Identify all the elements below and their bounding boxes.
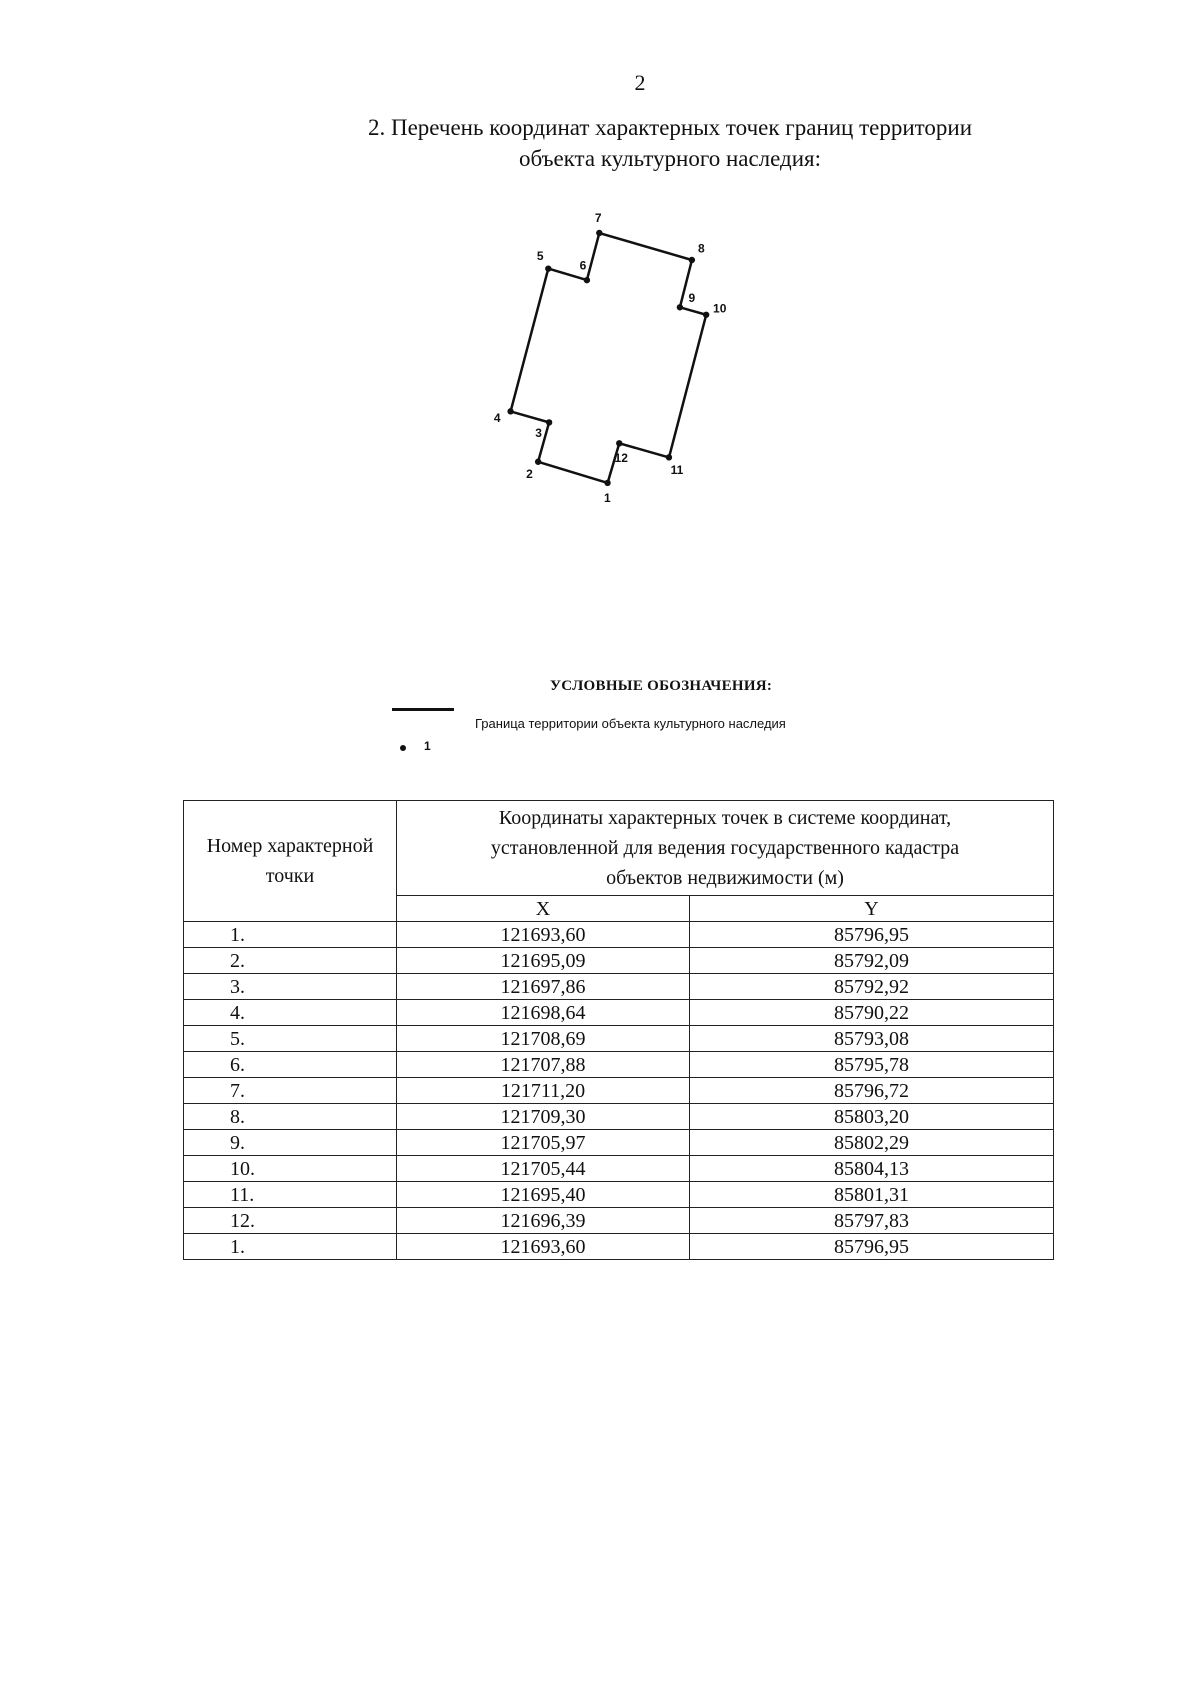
boundary-point-label: 5 — [536, 249, 544, 264]
y-coordinate-cell: 85793,08 — [690, 1026, 1054, 1052]
header-coordinates-line-3: объектов недвижимости (м) — [606, 867, 844, 889]
legend-boundary-line-symbol — [392, 708, 454, 711]
section-heading — [330, 112, 1010, 174]
table-row — [184, 1078, 1054, 1104]
coordinates-table — [183, 800, 1054, 1260]
point-number-cell: 1. — [184, 1234, 397, 1260]
y-coordinate-cell: 85796,95 — [690, 1234, 1054, 1260]
boundary-point-label: 11 — [670, 463, 684, 478]
boundary-point-marker — [596, 230, 602, 236]
point-number-cell: 11. — [184, 1182, 397, 1208]
table-row — [184, 1052, 1054, 1078]
header-y: Y — [690, 896, 1054, 922]
header-x: X — [397, 896, 690, 922]
point-number-cell: 7. — [184, 1078, 397, 1104]
x-coordinate-cell: 121709,30 — [397, 1104, 690, 1130]
x-coordinate-cell: 121695,09 — [397, 948, 690, 974]
point-number-cell: 5. — [184, 1026, 397, 1052]
heading-line-1: 2. Перечень координат характерных точек границ территории — [367, 115, 973, 140]
table-row — [184, 1156, 1054, 1182]
page-number: 2 — [634, 70, 646, 95]
boundary-point-marker — [545, 265, 551, 271]
legend-point-number: 1 — [424, 739, 431, 753]
boundary-point-marker — [546, 419, 552, 425]
table-row — [184, 1182, 1054, 1208]
y-coordinate-cell: 85790,22 — [690, 1000, 1054, 1026]
y-coordinate-cell: 85797,83 — [690, 1208, 1054, 1234]
y-coordinate-cell: 85792,92 — [690, 974, 1054, 1000]
boundary-point-marker — [703, 312, 709, 318]
boundary-plan-diagram — [480, 205, 820, 595]
y-coordinate-cell: 85796,72 — [690, 1078, 1054, 1104]
table-row — [184, 1208, 1054, 1234]
x-coordinate-cell: 121697,86 — [397, 974, 690, 1000]
territory-boundary-polygon — [511, 233, 707, 483]
boundary-point-label: 4 — [493, 411, 501, 426]
y-coordinate-cell: 85804,13 — [690, 1156, 1054, 1182]
point-number-cell: 8. — [184, 1104, 397, 1130]
table-row — [184, 1234, 1054, 1260]
y-coordinate-cell: 85803,20 — [690, 1104, 1054, 1130]
point-number-cell: 6. — [184, 1052, 397, 1078]
boundary-point-marker — [507, 408, 513, 414]
boundary-point-label: 6 — [579, 258, 587, 273]
table-row — [184, 1026, 1054, 1052]
boundary-point-marker — [666, 454, 672, 460]
boundary-point-label: 1 — [604, 490, 611, 505]
table-row — [184, 922, 1054, 948]
table-row — [184, 1000, 1054, 1026]
y-coordinate-cell: 85795,78 — [690, 1052, 1054, 1078]
header-point-number: Номер характерной точки — [184, 801, 397, 922]
header-coordinates-line-1: Координаты характерных точек в системе координат, — [498, 807, 952, 829]
point-number-cell: 4. — [184, 1000, 397, 1026]
legend-title: УСЛОВНЫЕ ОБОЗНАЧЕНИЯ: — [550, 678, 773, 694]
heading-line-2: объекта культурного наследия: — [518, 146, 822, 171]
legend-boundary-label: Граница территории объекта культурного наследия — [475, 716, 786, 731]
x-coordinate-cell: 121693,60 — [397, 1234, 690, 1260]
boundary-point-label: 2 — [526, 467, 533, 481]
header-coordinates — [397, 801, 1054, 896]
x-coordinate-cell: 121707,88 — [397, 1052, 690, 1078]
boundary-point-marker — [535, 459, 541, 465]
point-number-cell: 10. — [184, 1156, 397, 1182]
legend-point-symbol — [400, 745, 406, 751]
table-row — [184, 974, 1054, 1000]
boundary-point-marker — [677, 304, 683, 310]
point-number-cell: 1. — [184, 922, 397, 948]
boundary-point-label: 10 — [713, 301, 727, 316]
x-coordinate-cell: 121693,60 — [397, 922, 690, 948]
y-coordinate-cell: 85801,31 — [690, 1182, 1054, 1208]
boundary-point-label: 9 — [688, 291, 696, 306]
y-coordinate-cell: 85792,09 — [690, 948, 1054, 974]
x-coordinate-cell: 121696,39 — [397, 1208, 690, 1234]
table-header-row — [184, 801, 1054, 896]
table-row — [184, 948, 1054, 974]
boundary-point-label: 8 — [697, 241, 705, 256]
x-coordinate-cell: 121705,44 — [397, 1156, 690, 1182]
x-coordinate-cell: 121711,20 — [397, 1078, 690, 1104]
boundary-point-marker — [689, 257, 695, 263]
point-number-cell: 2. — [184, 948, 397, 974]
boundary-point-marker — [584, 277, 590, 283]
boundary-point-label: 7 — [594, 211, 602, 225]
boundary-point-marker — [616, 440, 622, 446]
y-coordinate-cell: 85802,29 — [690, 1130, 1054, 1156]
boundary-point-marker — [604, 480, 610, 486]
boundary-point-label: 3 — [535, 426, 542, 441]
header-coordinates-line-2: установленной для ведения государственного кадастра — [490, 837, 960, 859]
y-coordinate-cell: 85796,95 — [690, 922, 1054, 948]
point-number-cell: 9. — [184, 1130, 397, 1156]
point-number-cell: 3. — [184, 974, 397, 1000]
table-row — [184, 1130, 1054, 1156]
boundary-point-label: 12 — [614, 451, 628, 466]
x-coordinate-cell: 121705,97 — [397, 1130, 690, 1156]
x-coordinate-cell: 121698,64 — [397, 1000, 690, 1026]
x-coordinate-cell: 121708,69 — [397, 1026, 690, 1052]
x-coordinate-cell: 121695,40 — [397, 1182, 690, 1208]
point-number-cell: 12. — [184, 1208, 397, 1234]
table-row — [184, 1104, 1054, 1130]
